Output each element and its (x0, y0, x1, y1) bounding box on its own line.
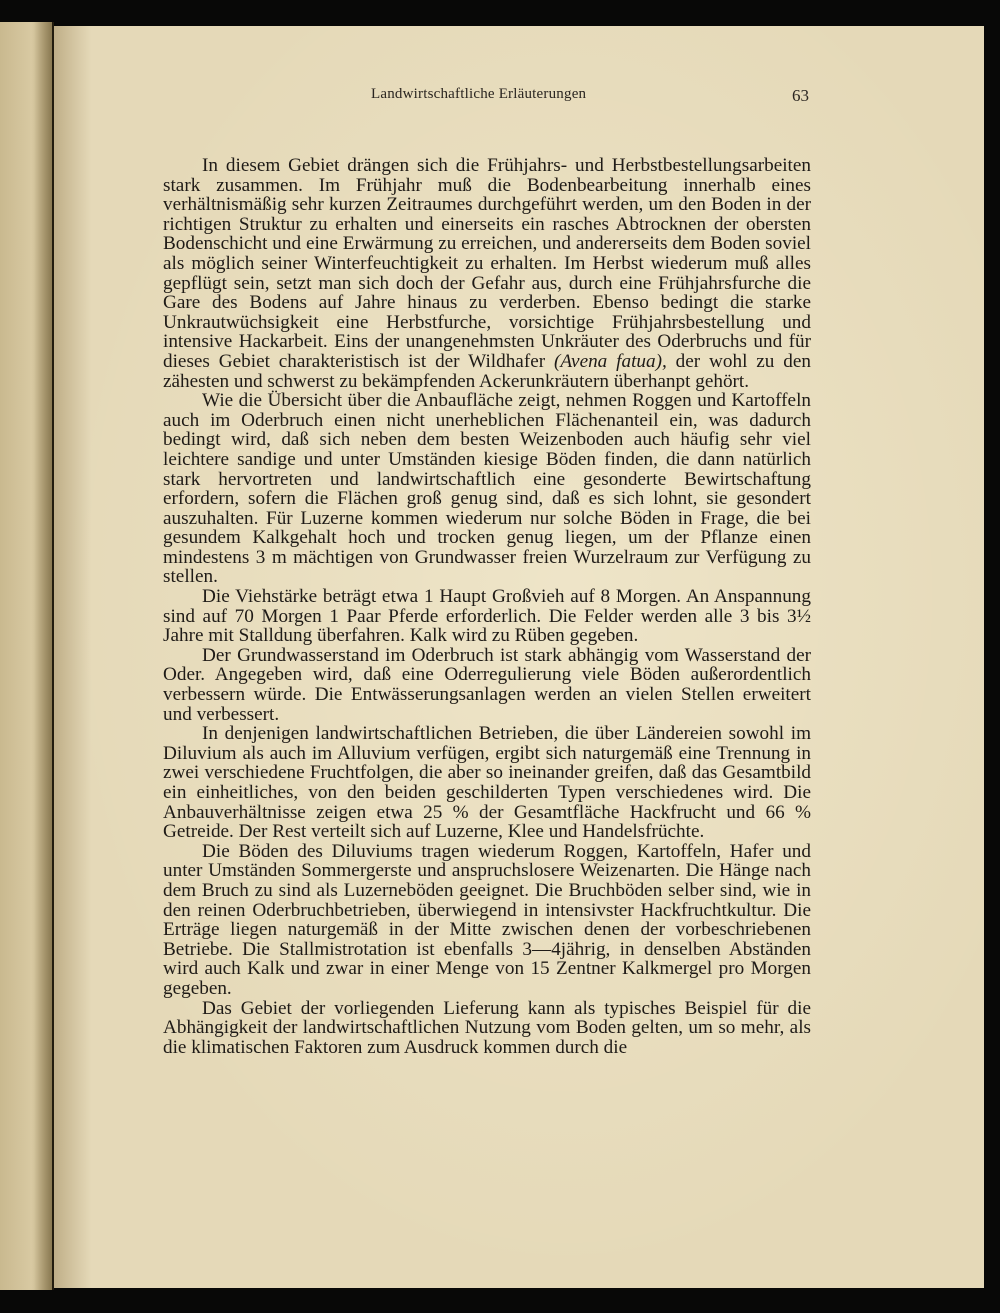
paragraph-1-end: der wohl zu den zähesten und schwerst zu bekämpfenden Ackerunkräutern überhanpt gehört. (163, 350, 811, 392)
gutter-shadow (34, 22, 54, 1290)
paragraph-6: Die Böden des Diluviums tragen wiederum Roggen, Kartoffeln, Hafer und unter Umständen Sommergerste und anspruchslosere Weizenarten. Die Hänge nach dem Bruch zu sind als Luzerneböden geeignet. Die Bruchböden selber sind, wie in den reinen Oderbruchbetrieben, überwiegend in intensivster Hackfruchtkultur. Die Erträge liegen naturgemäß in der Mitte zwischen denen der vorbeschriebenen Betriebe. Die Stallmistrotation ist ebenfalls 3—4jährig, in denselben Abständen wird auch Kalk und zwar in einer Menge von 15 Zentner Kalkmergel pro Morgen gegeben. (163, 840, 811, 999)
paragraph-5: In denjenigen landwirtschaftlichen Betrieben, die über Ländereien sowohl im Diluvium als auch im Alluvium verfügen, ergibt sich naturgemäß eine Trennung in zwei verschiedene Fruchtfolgen, die aber so ineinander greifen, daß das Gesamtbild ein einheitliches, von den beiden geschilderten Typen verschiedenes wird. Die Anbauverhältnisse zeigen etwa 25 % der Gesamtfläche Hackfrucht und 66 % Getreide. Der Rest verteilt sich auf Luzerne, Klee und Handelsfrüchte. (163, 723, 811, 843)
paragraph-2: Wie die Übersicht über die Anbaufläche zeigt, nehmen Roggen und Kartoffeln auch im Oderbruch einen nicht unerheblichen Flächenanteil ein, was dadurch bedingt wird, daß sich neben dem besten Weizenboden auch häufig sehr viel leichtere sandige und unter Umständen kiesige Böden finden, die dann natürlich stark hervortreten und landwirtschaftlich eine gesonderte Bewirtschaftung erfordern, sofern die Flächen groß genug sind, daß es sich lohnt, sie gesondert auszuhalten. Für Luzerne kommen wiederum nur solche Böden in Frage, die bei gesundem Kalkgehalt hoch und trocken genug liegen, um der Pflanze einen mindestens 3 m mächtigen von Grundwasser freien Wurzelraum zur Verfügung zu stellen. (163, 390, 811, 588)
body-text (163, 156, 811, 1057)
paragraph-7: Das Gebiet der vorliegenden Lieferung kann als typisches Beispiel für die Abhängigkeit der landwirtschaftlichen Nutzung vom Boden gelten, um so mehr, als die klimatischen Faktoren zum Ausdruck kommen durch die (163, 997, 811, 1058)
page-header (0, 86, 1000, 110)
paragraph-1-text: In diesem Gebiet drängen sich die Frühjahrs- und Herbstbestellungsarbeiten stark zusammen. Im Frühjahr muß die Bodenbearbeitung innerhalb eines verhältnismäßig sehr kurzen Zeitraumes durchgeführt werden, um den Boden in der richtigen Struktur zu erhalten und einerseits ein rasches Abtrocknen der obersten Bodenschicht und eine Erwärmung zu erreichen, und andererseits dem Boden soviel als möglich seiner Winterfeuchtigkeit zu erhalten. Im Herbst wiederum muß alles gepflügt sein, setzt man sich doch der Gefahr aus, durch eine Frühjahrsfurche die Gare des Bodens auf Jahre hinaus zu verderben. Ebenso bedingt die starke Unkrautwüchsigkeit eine Herbstfurche, vorsichtige Frühjahrsbestellung und intensive Hackarbeit. Eins der unangenehmsten Unkräuter des Oderbruchs und für dieses Gebiet charakteristisch ist der Wildhafer (163, 155, 811, 372)
paragraph-3: Die Viehstärke beträgt etwa 1 Haupt Großvieh auf 8 Morgen. An Anspannung sind auf 70 Morgen 1 Paar Pferde erforderlich. Die Felder werden alle 3 bis 3½ Jahre mit Stalldung überfahren. Kalk wird zu Rüben gegeben. (163, 586, 811, 647)
species-name: (Avena fatua), (554, 350, 667, 372)
paragraph-1 (163, 156, 811, 391)
page-number: 63 (792, 86, 809, 105)
paragraph-4: Der Grundwasserstand im Oderbruch ist stark abhängig vom Wasserstand der Oder. Angegeben wird, daß eine Oderregulierung viele Böden außerordentlich verbessern würde. Die Entwässerungsanlagen werden an vielen Stellen erweitert und verbessert. (163, 644, 811, 725)
running-head: Landwirtschaftliche Erläuterungen (371, 86, 587, 102)
